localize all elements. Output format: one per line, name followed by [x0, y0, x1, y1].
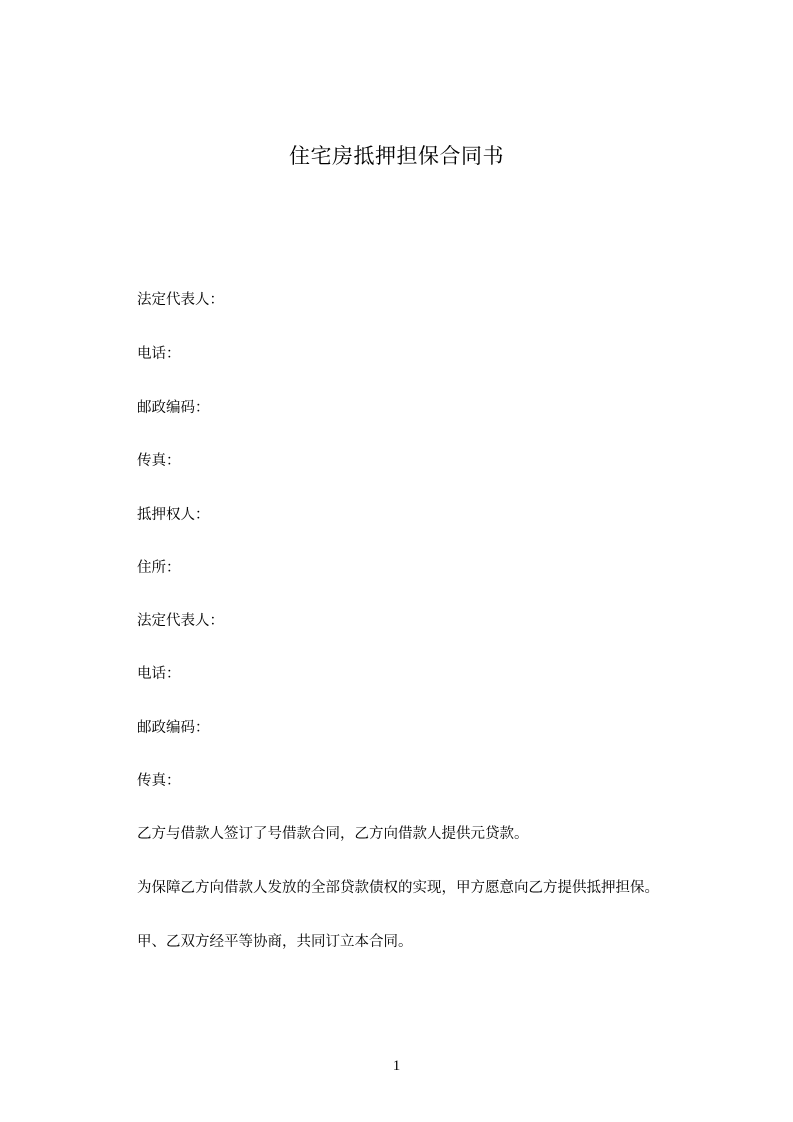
paragraph-agreement: 甲、乙双方经平等协商，共同订立本合同。	[137, 934, 413, 950]
field-postal-code-2: 邮政编码：	[137, 720, 210, 736]
field-fax: 传真：	[137, 453, 181, 469]
field-legal-representative: 法定代表人：	[137, 292, 224, 308]
field-fax-2: 传真：	[137, 773, 181, 789]
paragraph-loan-contract: 乙方与借款人签订了号借款合同，乙方向借款人提供元贷款。	[137, 826, 529, 842]
page-number: 1	[392, 1058, 401, 1074]
field-phone-2: 电话：	[137, 666, 181, 682]
paragraph-guarantee-purpose: 为保障乙方向借款人发放的全部贷款债权的实现，甲方愿意向乙方提供抵押担保。	[137, 880, 659, 896]
field-mortgagee: 抵押权人：	[137, 507, 210, 523]
field-address: 住所：	[137, 560, 181, 576]
document-title: 住宅房抵押担保合同书	[289, 144, 504, 168]
field-legal-representative-2: 法定代表人：	[137, 613, 224, 629]
field-postal-code: 邮政编码：	[137, 400, 210, 416]
field-phone: 电话：	[137, 346, 181, 362]
